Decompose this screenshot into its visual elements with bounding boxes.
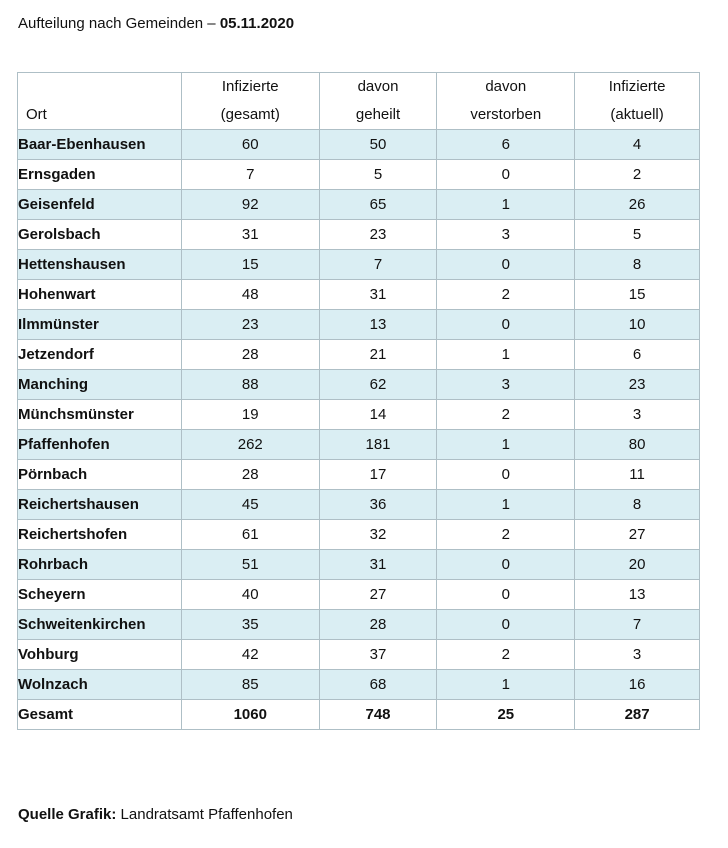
cell-value: 1 <box>437 430 575 460</box>
cell-value: 31 <box>181 220 319 250</box>
cell-value: 92 <box>181 190 319 220</box>
cell-value: 11 <box>575 460 700 490</box>
header-infizierte-aktuell: Infizierte (aktuell) <box>575 73 700 130</box>
cell-value: 61 <box>181 520 319 550</box>
cell-value: 7 <box>575 610 700 640</box>
cell-value: 0 <box>437 310 575 340</box>
cell-value: 13 <box>575 580 700 610</box>
cell-value: 31 <box>319 280 437 310</box>
cell-ort: Schweitenkirchen <box>18 610 182 640</box>
table-body <box>18 130 700 730</box>
infection-table <box>17 72 700 730</box>
cell-ort: Manching <box>18 370 182 400</box>
cell-value: 1 <box>437 490 575 520</box>
table-row <box>18 550 700 580</box>
cell-value: 7 <box>181 160 319 190</box>
table-row <box>18 340 700 370</box>
cell-value: 6 <box>575 340 700 370</box>
header-ort: Ort <box>18 73 182 130</box>
table-row <box>18 400 700 430</box>
table-row <box>18 490 700 520</box>
cell-value: 45 <box>181 490 319 520</box>
cell-ort: Geisenfeld <box>18 190 182 220</box>
table-header-row <box>18 73 700 130</box>
cell-value: 88 <box>181 370 319 400</box>
cell-value: 14 <box>319 400 437 430</box>
cell-ort: Rohrbach <box>18 550 182 580</box>
cell-value: 16 <box>575 670 700 700</box>
cell-value: 3 <box>437 220 575 250</box>
cell-value: 80 <box>575 430 700 460</box>
source-note <box>18 806 293 823</box>
cell-total-value: 1060 <box>181 700 319 730</box>
cell-ort: Reichertshofen <box>18 520 182 550</box>
cell-value: 1 <box>437 190 575 220</box>
source-label: Quelle Grafik: <box>18 806 117 823</box>
cell-value: 1 <box>437 670 575 700</box>
cell-value: 21 <box>319 340 437 370</box>
cell-value: 31 <box>319 550 437 580</box>
cell-value: 3 <box>437 370 575 400</box>
cell-value: 0 <box>437 610 575 640</box>
cell-ort: Ernsgaden <box>18 160 182 190</box>
heading-text: Aufteilung nach Gemeinden – <box>18 15 220 32</box>
cell-ort: Gerolsbach <box>18 220 182 250</box>
cell-ort: Jetzendorf <box>18 340 182 370</box>
cell-value: 37 <box>319 640 437 670</box>
cell-ort: Münchsmünster <box>18 400 182 430</box>
table-row <box>18 610 700 640</box>
cell-value: 27 <box>319 580 437 610</box>
table-row <box>18 670 700 700</box>
cell-total-value: 287 <box>575 700 700 730</box>
cell-ort: Hohenwart <box>18 280 182 310</box>
table-total-row <box>18 700 700 730</box>
cell-value: 68 <box>319 670 437 700</box>
table-row <box>18 520 700 550</box>
table-row <box>18 370 700 400</box>
table-row <box>18 220 700 250</box>
cell-value: 10 <box>575 310 700 340</box>
cell-value: 15 <box>181 250 319 280</box>
cell-value: 7 <box>319 250 437 280</box>
table-row <box>18 310 700 340</box>
cell-value: 262 <box>181 430 319 460</box>
cell-ort: Reichertshausen <box>18 490 182 520</box>
cell-value: 40 <box>181 580 319 610</box>
cell-ort: Baar-Ebenhausen <box>18 130 182 160</box>
cell-value: 42 <box>181 640 319 670</box>
table-row <box>18 130 700 160</box>
cell-ort: Ilmmünster <box>18 310 182 340</box>
header-davon-geheilt: davon geheilt <box>319 73 437 130</box>
heading-date: 05.11.2020 <box>219 15 295 32</box>
cell-value: 28 <box>319 610 437 640</box>
cell-value: 0 <box>437 580 575 610</box>
cell-value: 6 <box>437 130 575 160</box>
header-davon-verstorben: davon verstorben <box>437 73 575 130</box>
table-row <box>18 460 700 490</box>
table-row <box>18 160 700 190</box>
table-row <box>18 430 700 460</box>
cell-value: 2 <box>437 280 575 310</box>
cell-total-value: 25 <box>437 700 575 730</box>
cell-value: 60 <box>181 130 319 160</box>
cell-value: 28 <box>181 340 319 370</box>
cell-value: 50 <box>319 130 437 160</box>
cell-total-label: Gesamt <box>18 700 182 730</box>
cell-value: 1 <box>437 340 575 370</box>
cell-ort: Wolnzach <box>18 670 182 700</box>
cell-value: 48 <box>181 280 319 310</box>
cell-value: 0 <box>437 160 575 190</box>
cell-value: 0 <box>437 460 575 490</box>
cell-value: 2 <box>437 400 575 430</box>
cell-value: 62 <box>319 370 437 400</box>
cell-value: 65 <box>319 190 437 220</box>
page-heading <box>18 15 294 32</box>
table-row <box>18 280 700 310</box>
table-row <box>18 640 700 670</box>
cell-value: 20 <box>575 550 700 580</box>
cell-value: 51 <box>181 550 319 580</box>
cell-value: 85 <box>181 670 319 700</box>
cell-value: 35 <box>181 610 319 640</box>
cell-value: 2 <box>437 640 575 670</box>
source-text: Landratsamt Pfaffenhofen <box>116 806 293 823</box>
cell-ort: Scheyern <box>18 580 182 610</box>
cell-ort: Vohburg <box>18 640 182 670</box>
cell-value: 8 <box>575 250 700 280</box>
cell-value: 28 <box>181 460 319 490</box>
cell-value: 0 <box>437 550 575 580</box>
cell-value: 2 <box>575 160 700 190</box>
cell-value: 5 <box>575 220 700 250</box>
table-row <box>18 580 700 610</box>
cell-value: 17 <box>319 460 437 490</box>
cell-value: 13 <box>319 310 437 340</box>
cell-value: 26 <box>575 190 700 220</box>
cell-ort: Pfaffenhofen <box>18 430 182 460</box>
cell-value: 3 <box>575 400 700 430</box>
cell-total-value: 748 <box>319 700 437 730</box>
cell-value: 2 <box>437 520 575 550</box>
header-infizierte-gesamt: Infizierte (gesamt) <box>181 73 319 130</box>
cell-value: 19 <box>181 400 319 430</box>
cell-value: 15 <box>575 280 700 310</box>
cell-value: 3 <box>575 640 700 670</box>
table-row <box>18 250 700 280</box>
cell-ort: Hettenshausen <box>18 250 182 280</box>
cell-value: 23 <box>181 310 319 340</box>
cell-value: 5 <box>319 160 437 190</box>
cell-value: 8 <box>575 490 700 520</box>
cell-value: 23 <box>575 370 700 400</box>
cell-value: 23 <box>319 220 437 250</box>
cell-value: 36 <box>319 490 437 520</box>
table-row <box>18 190 700 220</box>
cell-value: 27 <box>575 520 700 550</box>
cell-value: 0 <box>437 250 575 280</box>
cell-value: 4 <box>575 130 700 160</box>
cell-value: 32 <box>319 520 437 550</box>
cell-value: 181 <box>319 430 437 460</box>
cell-ort: Pörnbach <box>18 460 182 490</box>
